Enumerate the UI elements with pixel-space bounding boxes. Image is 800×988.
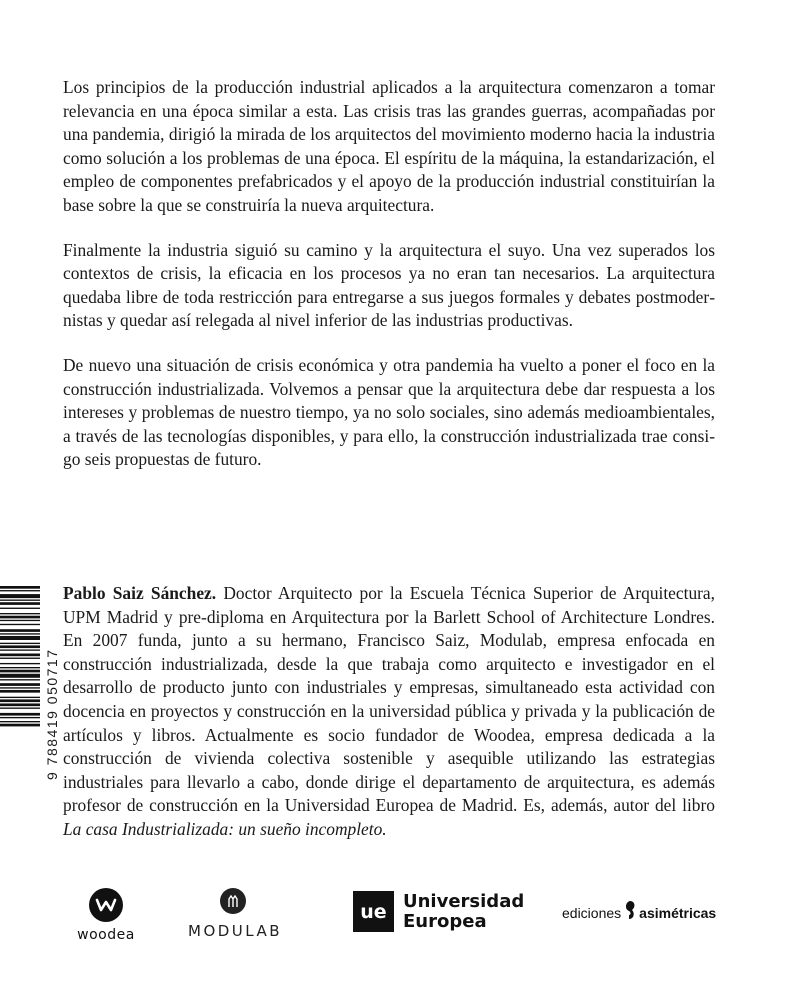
barcode-bar	[0, 654, 40, 657]
bio-text: Doctor Arquitecto por la Escuela Técnica Superior de Arquitectura, UPM Madrid y pre-diploma en Arquitectura por la Barlett School of Architecture Londres. En 2007 funda, junto a su hermano, Francisco Saiz, Modulab, empresa enfocada en construcción industrializada, desde la que trabaja como arquitecto e investigador en el desarrollo de producto junto con industriales y empresas, simultaneado esta actividad con docencia en proyectos y construcción en la universidad pública y privada y la publicación de artículos y libros. Actualmente es socio fundador de Woodea, empresa dedicada a la construcción de vivienda colectiva sostenible y asequible utilizando las estrategias industriales para llevarlo a cabo, donde dirige el departamento de arquitectura, es además profesor de construcción en la Universidad Europea de Madrid. Es, además, autor del libro	[63, 583, 715, 816]
author-name: Pablo Saiz Sánchez.	[63, 583, 217, 603]
barcode-bar	[0, 608, 40, 609]
ediciones-word: ediciones	[562, 904, 622, 921]
ue-box-icon: ue	[353, 891, 394, 932]
barcode-bar	[0, 703, 40, 706]
intro-text	[63, 76, 715, 493]
barcode-bar	[0, 683, 40, 686]
barcode-bar	[0, 600, 40, 601]
intro-paragraph-2: Finalmente la industria siguió su camino y la arquitectura el suyo. Una vez superados los contextos de crisis, la eficacia en los procesos ya no eran tan necesarios. La arquitectura quedaba libre de toda restricción para entregarse a sus juegos formales y debates postmodernistas y quedar así relegada al nivel inferior de las industrias productivas.	[63, 239, 715, 331]
barcode-bar	[0, 613, 40, 614]
modulab-logo	[188, 888, 283, 940]
barcode-bar	[0, 667, 40, 668]
barcode-bar	[0, 624, 40, 625]
ue-wordmark	[403, 892, 524, 932]
universidad-europea-logo	[353, 891, 524, 932]
woodea-w-icon	[89, 888, 123, 922]
ediciones-asimetricas-logo	[562, 899, 716, 926]
barcode-bar	[0, 708, 40, 709]
intro-paragraph-3: De nuevo una situación de crisis económica y otra pandemia ha vuelto a poner el foco en la construcción industrializada. Volvemos a pensar que la arquitectura debe dar respuesta a los intereses y problemas de nuestro tiempo, ya no solo sociales, sino además medioambientales, a través de las tecnologías disponibles, y para ello, la construcción industrializada trae consigo seis propuestas de futuro.	[63, 354, 715, 470]
barcode-bar	[0, 594, 40, 598]
barcode-bar	[0, 721, 40, 722]
author-bio	[63, 582, 715, 863]
ue-line-2: Europea	[403, 910, 487, 932]
barcode-bar	[0, 674, 40, 678]
barcode-bar	[0, 679, 40, 680]
barcode-bar	[0, 629, 40, 632]
woodea-wordmark: woodea	[77, 927, 135, 943]
barcode-bar	[0, 643, 40, 644]
isbn-digits: 9 788419 050717	[44, 648, 60, 780]
barcode-bar	[0, 645, 40, 648]
barcode-bar	[0, 663, 40, 664]
barcode-bars	[0, 584, 40, 780]
isbn-barcode	[0, 584, 48, 780]
barcode-bar	[0, 602, 40, 605]
barcode-bar	[0, 586, 40, 589]
modulab-wordmark: MODULAB	[188, 922, 283, 940]
asimetricas-word: asimétricas	[639, 904, 717, 921]
barcode-bar	[0, 658, 40, 659]
barcode-bar	[0, 724, 40, 727]
woodea-logo	[76, 888, 136, 943]
barcode-bar	[0, 616, 40, 619]
bio-paragraph	[63, 582, 715, 842]
barcode-bar	[0, 670, 40, 673]
ue-line-1: Universidad	[403, 890, 525, 912]
barcode-bar	[0, 697, 40, 698]
asimetricas-mark-icon	[623, 899, 637, 926]
barcode-bar	[0, 633, 40, 634]
barcode-bar	[0, 717, 40, 718]
barcode-bar	[0, 636, 40, 640]
book-title: La casa Industrializada: un sueño incompleto.	[63, 818, 387, 839]
barcode-bar	[0, 620, 40, 621]
modulab-emblem-icon	[220, 888, 246, 914]
intro-paragraph-1: Los principios de la producción industrial aplicados a la arquitectura comenzaron a tomar relevancia en una época similar a esta. Las crisis tras las grandes guerras, acompañadas por una pandemia, dirigió la mirada de los arquitectos del movimiento moderno hacia la industria como solución a los problemas de una época. El espíritu de la máquina, la estandarización, el empleo de componentes prefabricados y el apoyo de la producción industrial constituirían la base sobre la que se construiría la nueva arquitectura.	[63, 77, 715, 215]
barcode-bar	[0, 649, 40, 650]
barcode-bar	[0, 687, 40, 688]
barcode-bar	[0, 590, 40, 591]
barcode-bar	[0, 699, 40, 702]
barcode-bar	[0, 690, 40, 693]
barcode-bar	[0, 713, 40, 716]
